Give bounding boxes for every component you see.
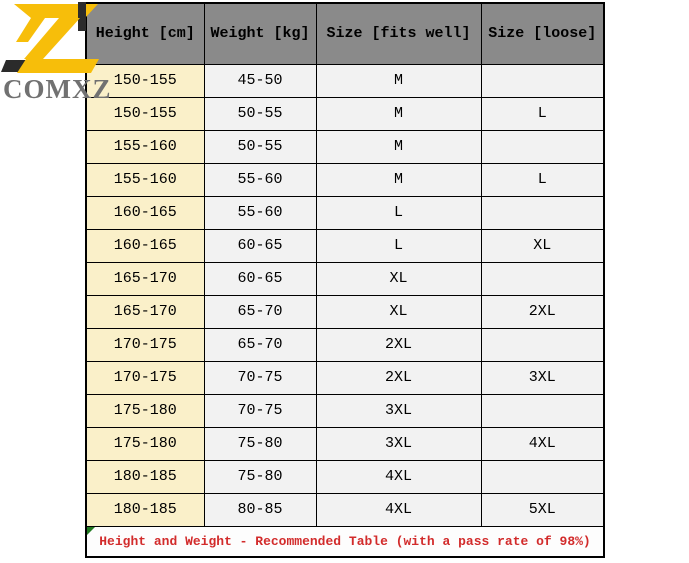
table-row	[86, 427, 604, 460]
height-cell: 165-170	[86, 262, 204, 295]
size-fit-cell: 2XL	[316, 361, 481, 394]
header-size-fit: Size [fits well]	[316, 3, 481, 64]
table-row	[86, 328, 604, 361]
table-row	[86, 295, 604, 328]
size-fit-cell: M	[316, 97, 481, 130]
size-loose-cell: 4XL	[481, 427, 604, 460]
size-fit-cell: XL	[316, 295, 481, 328]
size-fit-cell: 4XL	[316, 493, 481, 526]
size-loose-cell	[481, 196, 604, 229]
table-row	[86, 493, 604, 526]
size-loose-cell: 3XL	[481, 361, 604, 394]
size-table-body	[86, 64, 604, 526]
height-cell: 150-155	[86, 97, 204, 130]
table-row	[86, 163, 604, 196]
size-loose-cell	[481, 460, 604, 493]
size-fit-cell: L	[316, 196, 481, 229]
height-cell: 165-170	[86, 295, 204, 328]
weight-cell: 60-65	[204, 262, 316, 295]
height-cell: 180-185	[86, 460, 204, 493]
height-cell: 170-175	[86, 328, 204, 361]
weight-cell: 70-75	[204, 361, 316, 394]
table-row	[86, 361, 604, 394]
size-fit-cell: M	[316, 163, 481, 196]
table-row	[86, 262, 604, 295]
height-cell: 155-160	[86, 130, 204, 163]
size-fit-cell: 3XL	[316, 427, 481, 460]
weight-cell: 45-50	[204, 64, 316, 97]
table-row	[86, 64, 604, 97]
table-row	[86, 97, 604, 130]
height-cell: 175-180	[86, 427, 204, 460]
size-loose-cell	[481, 262, 604, 295]
size-fit-cell: 4XL	[316, 460, 481, 493]
size-loose-cell	[481, 130, 604, 163]
height-cell: 150-155	[86, 64, 204, 97]
height-cell: 155-160	[86, 163, 204, 196]
table-header	[86, 3, 604, 64]
height-cell: 160-165	[86, 229, 204, 262]
table-row	[86, 130, 604, 163]
size-loose-cell	[481, 64, 604, 97]
size-fit-cell: XL	[316, 262, 481, 295]
footer-note: Height and Weight - Recommended Table (with a pass rate of 98%)	[99, 533, 591, 549]
weight-cell: 75-80	[204, 460, 316, 493]
weight-cell: 65-70	[204, 328, 316, 361]
size-loose-cell: L	[481, 97, 604, 130]
size-loose-cell	[481, 394, 604, 427]
size-fit-cell: M	[316, 64, 481, 97]
size-loose-cell: L	[481, 163, 604, 196]
size-chart	[85, 2, 605, 558]
table-row	[86, 196, 604, 229]
weight-cell: 75-80	[204, 427, 316, 460]
table-row	[86, 460, 604, 493]
size-fit-cell: 2XL	[316, 328, 481, 361]
weight-cell: 55-60	[204, 196, 316, 229]
corner-marker-icon	[87, 527, 95, 535]
weight-cell: 55-60	[204, 163, 316, 196]
header-row	[86, 3, 604, 64]
weight-cell: 65-70	[204, 295, 316, 328]
weight-cell: 50-55	[204, 130, 316, 163]
size-loose-cell: 2XL	[481, 295, 604, 328]
table-row	[86, 229, 604, 262]
weight-cell: 60-65	[204, 229, 316, 262]
height-cell: 175-180	[86, 394, 204, 427]
brand-z-icon	[0, 0, 110, 80]
size-loose-cell: XL	[481, 229, 604, 262]
header-size-loose: Size [loose]	[481, 3, 604, 64]
weight-cell: 70-75	[204, 394, 316, 427]
header-height: Height [cm]	[86, 3, 204, 64]
height-cell: 180-185	[86, 493, 204, 526]
table-footer	[86, 526, 604, 557]
size-chart-table	[85, 2, 605, 558]
table-row	[86, 394, 604, 427]
footer-note-cell	[86, 526, 604, 557]
brand-name: COMXZ	[3, 74, 112, 104]
header-weight: Weight [kg]	[204, 3, 316, 64]
weight-cell: 80-85	[204, 493, 316, 526]
size-fit-cell: 3XL	[316, 394, 481, 427]
size-loose-cell: 5XL	[481, 493, 604, 526]
size-fit-cell: L	[316, 229, 481, 262]
logo	[0, 0, 110, 112]
size-loose-cell	[481, 328, 604, 361]
weight-cell: 50-55	[204, 97, 316, 130]
size-fit-cell: M	[316, 130, 481, 163]
footer-row	[86, 526, 604, 557]
height-cell: 160-165	[86, 196, 204, 229]
height-cell: 170-175	[86, 361, 204, 394]
